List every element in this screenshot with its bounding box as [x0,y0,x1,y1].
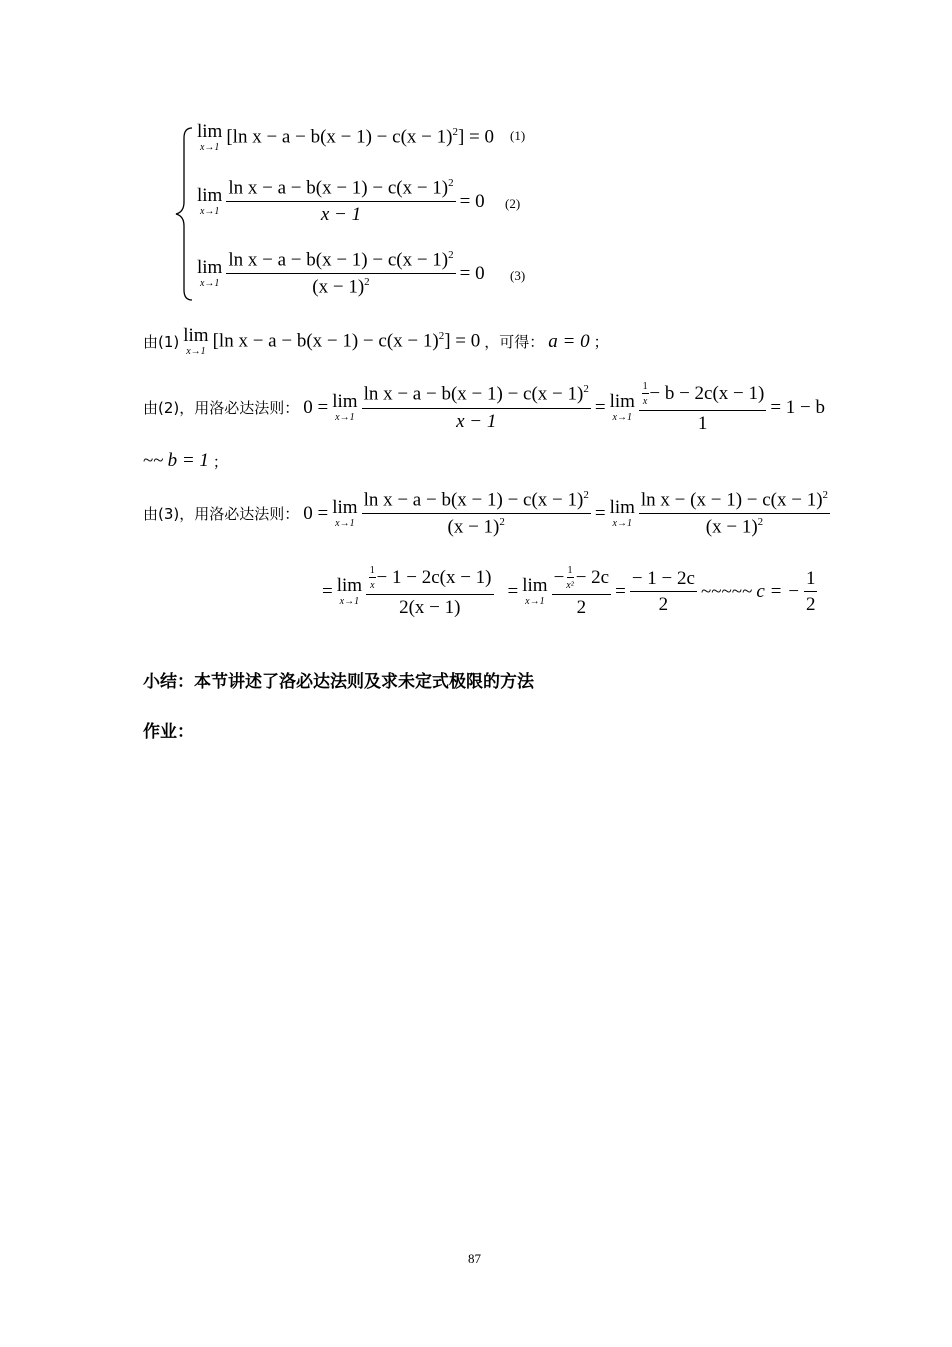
limit-operator: lim x→1 [522,575,548,608]
step2-line [143,382,825,434]
eq2-fraction: $\frac{\ln x - a - b(x - 1) - c(x - 1)^2}{x - 1}$ [228,177,454,226]
step3-line2-fraction-3: $\frac{- 1 - 2c}{2}$ [631,567,695,616]
step2-prefix: 由(2)，用洛必达法则： [143,399,300,418]
step3-line-2 [322,566,817,618]
step3-line2-lead: = [322,580,333,602]
step2-end: ； [212,452,228,471]
limit-operator: lim x→1 [609,497,635,530]
eq2-rhs: = 0 [459,190,485,212]
step1-middle: ，可得： [484,333,545,351]
summary-text: 小结：本节讲述了洛必达法则及求未定式极限的方法 [143,672,534,692]
limit-operator: lim x→1 [336,575,363,608]
step1-line [143,326,609,357]
eq-tag-1: (1) [510,128,526,143]
step1-end: ； [593,333,609,351]
step3-line2-fraction-2: − $\frac{1}{\text{x²}}$ − 2c 2 [553,565,610,618]
step3-line-1 [143,490,830,538]
one-over-x: $\frac{1}{x}$ [642,381,648,407]
step1-result: a = 0 [548,330,590,352]
eq1-expression: [ln $x - a - b(x - 1) - c(x - 1)^2] = 0$ [226,126,494,148]
step2-fraction-1: $\frac{\ln x - a - b(x - 1) - c(x - 1)^2}{x - 1}$ [363,383,589,432]
step3-line2-equals: = [507,580,519,602]
system-eq2 [197,178,485,225]
eq3-fraction: $\frac{\ln x - a - b(x - 1) - c(x - 1)^2}{(x - 1)^2}$ [228,249,454,298]
step2-fraction-2: $\frac{1}{x}$ − b − 2c(x − 1) 1 [639,382,766,434]
step3-line2-fraction-1: $\frac{1}{x}$ − 1 − 2c(x − 1) 2(x − 1) [366,566,493,618]
step3-fraction-2: $\frac{\ln x - (x - 1) - c(x - 1)^2}{(x - 1)^2}$ [640,489,829,538]
step2-continuation [143,450,228,472]
limit-operator: lim x→1 [609,391,635,424]
one-over-x-squared: $\frac{1}{\text{x²}}$ [566,565,574,591]
c-result-lhs: c = − [756,580,800,602]
limit-operator: lim x→1 [197,121,223,153]
eq-tag-2: (2) [505,196,521,211]
page-number: 87 [468,1251,481,1266]
eq3-rhs: = 0 [459,262,485,284]
continuation-mark: ~~ [143,450,164,471]
eq-tag-3: (3) [510,268,526,283]
homework-label: 作业： [143,722,194,742]
wave-mark: ~~~~~ [700,580,753,602]
step1-expression: [ln $x - a - b(x - 1) - c(x - 1)^2] = 0$ [212,330,481,352]
step2-equals: = [594,396,606,418]
limit-operator: lim x→1 [197,185,223,218]
step2-result: = 1 − b [770,396,826,418]
step1-prefix: 由(1) [143,333,180,351]
one-over-x: $\frac{1}{x}$ [369,565,375,591]
limit-operator: lim x→1 [332,497,358,530]
limit-operator: lim x→1 [197,257,223,290]
system-brace [170,124,196,304]
step3-prefix: 由(3)，用洛必达法则： [143,505,300,524]
step2-lead: 0 = [303,396,329,418]
limit-operator: lim x→1 [183,325,209,357]
system-eq3 [197,250,485,298]
step2-b-result: b = 1 [167,450,209,471]
limit-operator: lim x→1 [332,391,358,424]
step3-equals: = [594,502,606,524]
step3-fraction-1: $\frac{\ln x - a - b(x - 1) - c(x - 1)^2}{(x - 1)^2}$ [363,489,589,538]
step3-lead: 0 = [303,502,329,524]
c-result-fraction: $\frac{1}{2}$ [805,567,816,616]
step3-line2-equals-2: = [615,580,626,602]
system-eq1 [197,122,494,153]
